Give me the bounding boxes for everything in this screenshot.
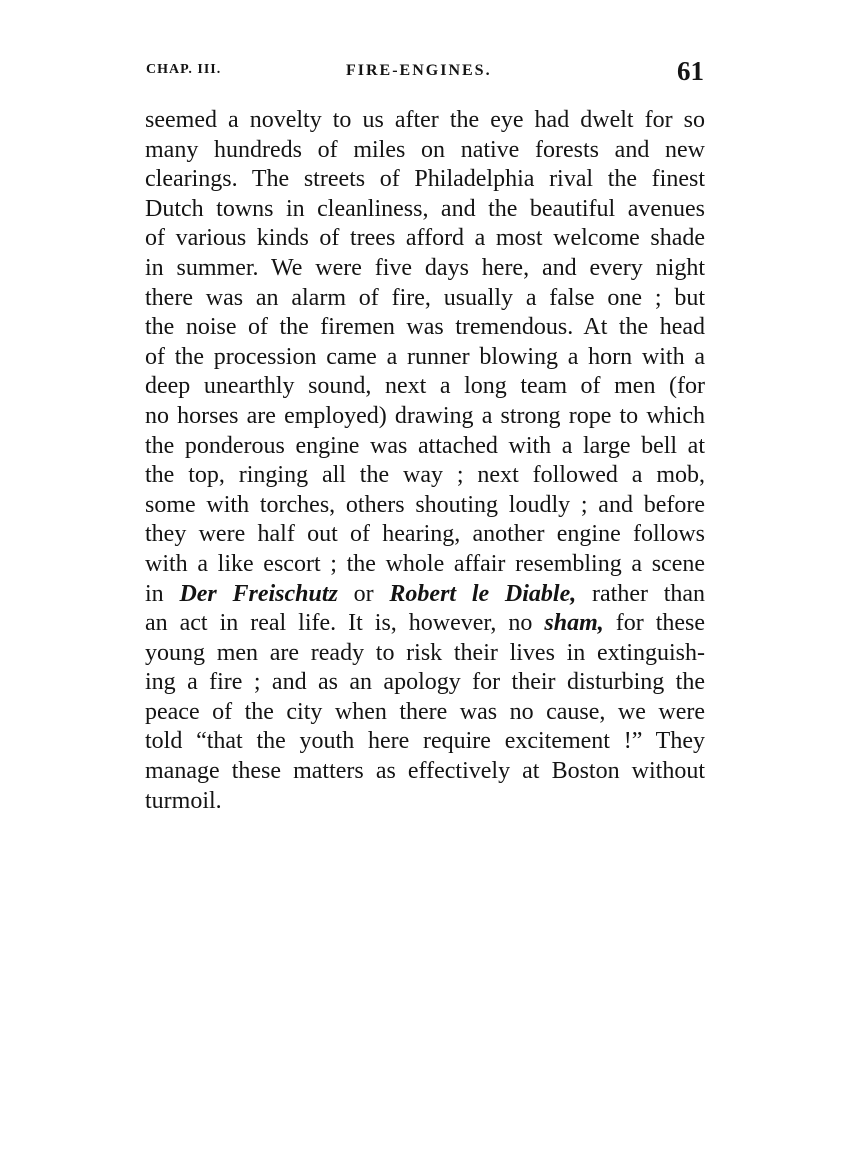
page-number: 61 — [677, 56, 704, 86]
opera-title-robert-le-diable: Robert le Diable, — [389, 580, 577, 607]
text-line: with a like escort ; the whole affair resembling a scene — [145, 550, 705, 577]
running-title: FIRE-ENGINES. — [346, 62, 492, 79]
emphasis-sham: sham, — [544, 610, 604, 637]
chapter-label: CHAP. III. — [146, 62, 222, 77]
running-header — [146, 58, 706, 94]
text-line: seemed a novelty to us after the eye had dwelt for so — [145, 107, 705, 133]
text-segment: for these — [615, 610, 706, 637]
text-line: peace of the city when there was no cause, we were — [145, 698, 705, 725]
text-line: the noise of the firemen was tremendous. At the head — [145, 314, 705, 341]
text-line: told “that the youth here require excitement !” They — [145, 728, 705, 755]
text-line: Dutch towns in cleanliness, and the beautiful avenues — [145, 195, 705, 222]
text-line: they were half out of hearing, another engine follows — [145, 521, 705, 548]
text-line: no horses are employed) drawing a strong rope to which — [145, 402, 705, 429]
text-segment: rather than — [592, 580, 706, 607]
text-line: in summer. We were five days here, and every night — [145, 254, 705, 281]
text-line: manage these matters as effectively at Boston without — [145, 758, 705, 785]
text-segment: in — [145, 580, 164, 607]
text-line — [145, 580, 705, 610]
text-line: some with torches, others shouting loudly ; and before — [145, 491, 705, 518]
text-line: the ponderous engine was attached with a large bell at — [145, 432, 705, 459]
text-line: clearings. The streets of Philadelphia rival the finest — [145, 166, 705, 193]
text-line: deep unearthly sound, next a long team of men (for — [145, 373, 705, 400]
text-segment: an act in real life. It is, however, no — [145, 610, 533, 637]
text-line: of various kinds of trees afford a most welcome shade — [145, 225, 705, 252]
text-line: ing a fire ; and as an apology for their disturbing the — [145, 669, 705, 696]
text-line: turmoil. — [145, 787, 222, 814]
body-text — [145, 106, 705, 816]
text-line: there was an alarm of fire, usually a false one ; but — [145, 284, 705, 311]
opera-title-freischutz: Der Freischutz — [179, 580, 338, 607]
text-line: of the procession came a runner blowing a horn with a — [145, 343, 705, 370]
text-line: many hundreds of miles on native forests and new — [145, 136, 705, 163]
text-line — [145, 609, 705, 639]
text-segment: or — [353, 580, 374, 607]
text-line: young men are ready to risk their lives in extinguish- — [145, 639, 705, 666]
text-line: the top, ringing all the way ; next followed a mob, — [145, 462, 705, 489]
